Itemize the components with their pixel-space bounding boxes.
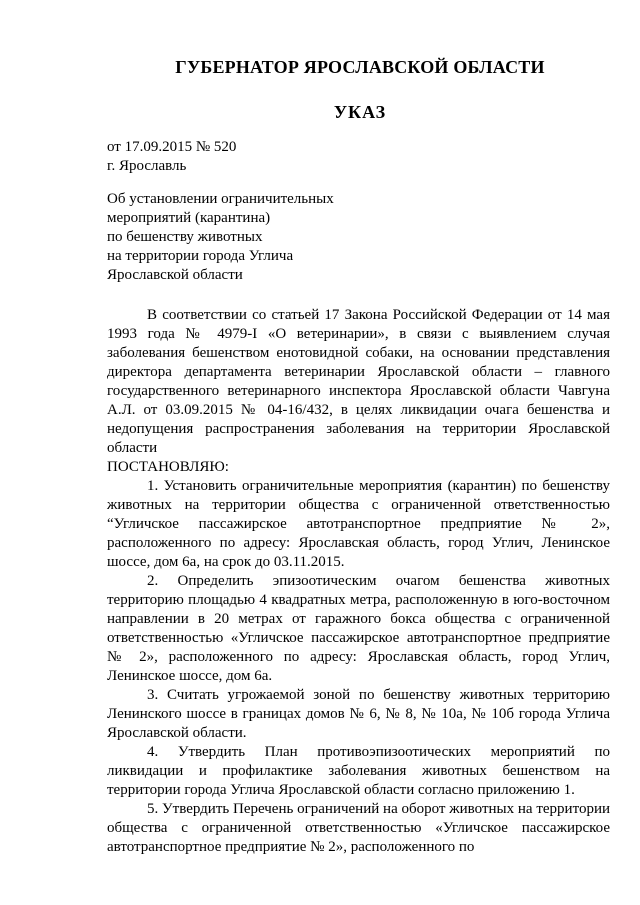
- resolve-heading: ПОСТАНОВЛЯЮ:: [107, 459, 229, 475]
- item-paragraph: 1. Установить ограничительные мероприятия (карантин) по бешенству животных на территории общества с ограниченной ответственностью “Угличское пассажирское автотранспортное предприятие № 2», расположенного по адресу: Ярославская область, город Углич, Ленинское шоссе, дом 6а, на срок до 03.11.2015.: [107, 478, 610, 570]
- subject-line: по бешенству животных: [107, 229, 263, 245]
- subject-line: мероприятий (карантина): [107, 210, 271, 226]
- item-paragraph: 2. Определить эпизоотическим очагом бешенства животных территорию площадью 4 квадратных метра, расположенную в юго-восточном направлении в 20 метрах от гаражного бокса общества с ограниченной ответственностью «Угличское пассажирское автотранспортное предприятие № 2», расположенного по адресу: Ярославская область, город Углич, Ленинское шоссе, дом 6а.: [107, 573, 610, 684]
- item-paragraph: 4. Утвердить План противоэпизоотических мероприятий по ликвидации и профилактике заболевания животных бешенством на территории города Углича Ярославской области согласно приложению 1.: [107, 744, 610, 798]
- item-paragraph: 5. Утвердить Перечень ограничений на оборот животных на территории общества с ограниченной ответственностью «Угличское пассажирское автотранспортное предприятие № 2», расположенного по: [107, 801, 610, 855]
- subject-line: Об установлении ограничительных: [107, 191, 334, 207]
- city: г. Ярославль: [107, 158, 187, 174]
- governor-title: ГУБЕРНАТОР ЯРОСЛАВСКОЙ ОБЛАСТИ: [175, 57, 545, 77]
- subject-line: на территории города Углича: [107, 248, 294, 264]
- document-body: [107, 306, 610, 857]
- subject-line: Ярославской области: [107, 267, 243, 283]
- document-type: УКАЗ: [333, 102, 387, 122]
- document-subject: [107, 190, 334, 285]
- date-number: от 17.09.2015 № 520: [107, 139, 237, 155]
- item-paragraph: 3. Считать угрожаемой зоной по бешенству животных территорию Ленинского шоссе в границах домов № 6, № 8, № 10а, № 10б города Углича Ярославской области.: [107, 687, 610, 741]
- document-meta: [107, 138, 236, 176]
- preamble-paragraph: В соответствии со статьей 17 Закона Российской Федерации от 14 мая 1993 года № 4979-I «О ветеринарии», в связи с выявлением случая заболевания бешенством енотовидной собаки, на основании представления директора департамента ветеринарии Ярославской области – главного государственного ветеринарного инспектора Ярославской области Чавгуна А.Л. от 03.09.2015 № 04-16/432, в целях ликвидации очага бешенства и недопущения распространения заболевания на территории Ярославской области: [107, 307, 610, 456]
